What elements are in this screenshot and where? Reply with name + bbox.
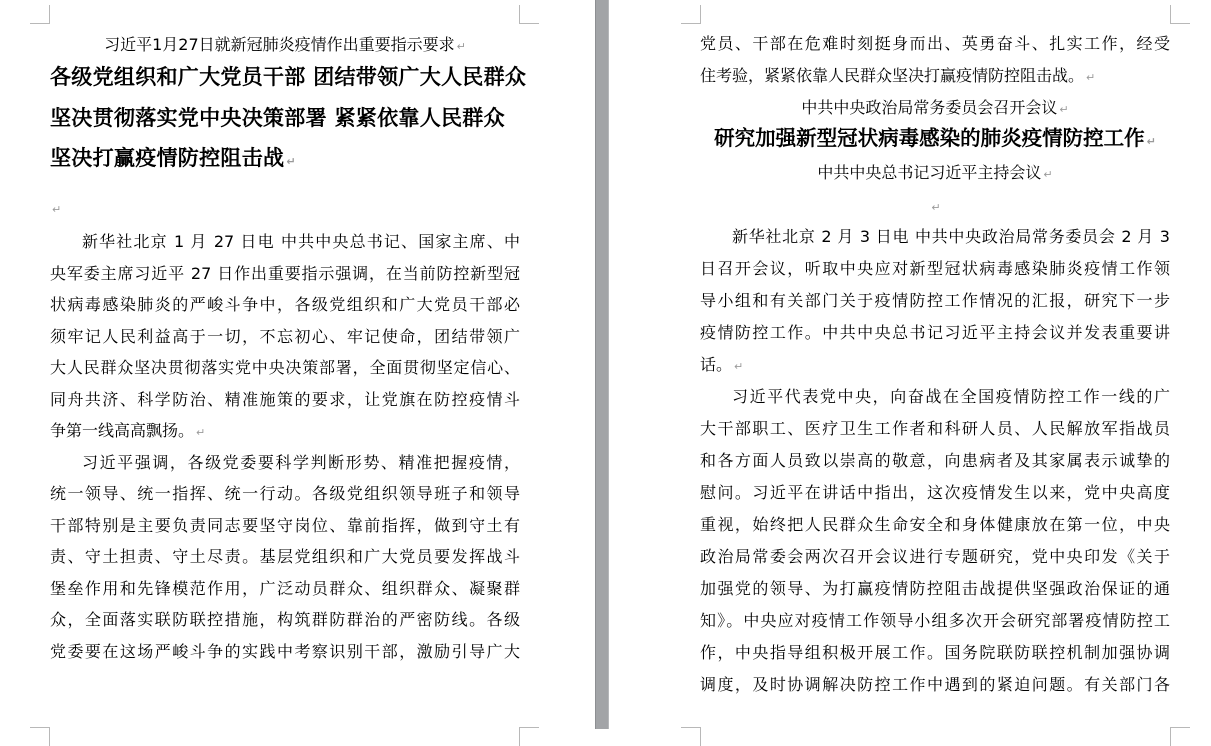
body-paragraph: [50, 447, 520, 668]
crop-mark: [1170, 727, 1190, 746]
paragraph-mark-icon: ↵: [286, 155, 296, 168]
line-text: 央军委主席习近平 27 日作出重要指示强调，在当前防控新型冠: [50, 263, 520, 283]
line-text: 日召开会议，听取中央应对新型冠状病毒感染肺炎疫情工作领: [700, 259, 1170, 278]
crop-mark: [30, 727, 50, 746]
crop-mark: [519, 5, 539, 24]
crop-mark: [30, 5, 50, 24]
line-text: 疫情防控工作。中共中央总书记习近平主持会议并发表重要讲: [700, 323, 1170, 342]
text-line: [50, 447, 520, 479]
crop-mark: [1170, 5, 1190, 24]
line-text: 新华社北京 2 月 3 日电 中共中央政治局常务委员会 2 月 3: [732, 227, 1170, 246]
text-line: [50, 604, 520, 636]
article-subtitle: [50, 31, 520, 59]
body-paragraph: [700, 381, 1170, 701]
meeting-headline: [695, 120, 1175, 156]
text-line: [50, 289, 520, 321]
crop-mark: [681, 727, 701, 746]
text-line: [700, 605, 1170, 637]
line-text: 习近平代表党中央，向奋战在全国疫情防控工作一线的广: [732, 387, 1170, 406]
text-line: [700, 509, 1170, 541]
line-text: 话。: [700, 355, 733, 374]
line-text: 干部特别是主要负责同志要坚守岗位、靠前指挥，做到守土有: [50, 515, 520, 535]
line-text: 党员、干部在危难时刻挺身而出、英勇奋斗、扎实工作，经受: [700, 34, 1170, 53]
text-line: [700, 541, 1170, 573]
line-text: 加强党的领导、为打赢疫情防控阻击战提供坚强政治保证的通: [700, 579, 1170, 598]
document-page-left[interactable]: [0, 0, 595, 729]
paragraph-mark-icon: ↵: [1059, 103, 1069, 116]
host-text: 中共中央总书记习近平主持会议: [817, 163, 1042, 182]
empty-paragraph: [700, 190, 1170, 222]
line-text: 政治局常委会两次召开会议进行专题研究，党中央印发《关于: [700, 547, 1170, 566]
kicker-text: 中共中央政治局常务委员会召开会议: [801, 98, 1058, 117]
text-line: [700, 445, 1170, 477]
empty-paragraph: [50, 198, 520, 217]
paragraph-mark-icon: ↵: [1086, 71, 1096, 84]
headline-line: 各级党组织和广大党员干部 团结带领广大人民群众: [50, 65, 527, 89]
text-line: [700, 573, 1170, 605]
text-line: [50, 573, 520, 605]
line-text: 状病毒感染肺炎的严峻斗争中，各级党组织和广大党员干部必: [50, 295, 520, 314]
crop-mark: [519, 727, 539, 746]
text-line: [700, 221, 1170, 253]
continued-paragraph: [700, 28, 1170, 92]
text-line: [700, 381, 1170, 413]
paragraph-mark-icon: ↵: [931, 201, 941, 214]
line-text: 争第一线高高飘扬。: [50, 421, 195, 440]
paragraph-mark-icon: ↵: [1043, 168, 1053, 181]
text-line: [50, 352, 520, 384]
page-separator: [595, 0, 609, 729]
paragraph-mark-icon: ↵: [196, 426, 206, 439]
paragraph-mark-icon: ↵: [52, 203, 62, 216]
text-line: [50, 384, 520, 416]
line-text: 知》。中央应对疫情工作领导小组多次开会研究部署疫情防控工: [700, 611, 1170, 630]
line-text: 堡垒作用和先锋模范作用，广泛动员群众、组织群众、凝聚群: [50, 578, 520, 598]
headline-line: 坚决贯彻落实党中央决策部署 紧紧依靠人民群众: [50, 105, 505, 130]
text-line: [50, 321, 520, 353]
text-line: [700, 253, 1170, 285]
line-text: 同舟共济、科学防治、精准施策的要求，让党旗在防控疫情斗: [50, 389, 520, 409]
line-text: 重视，始终把人民群众生命安全和身体健康放在第一位，中央: [700, 515, 1170, 534]
line-text: 统一领导、统一指挥、统一行动。各级党组织领导班子和领导: [50, 484, 520, 503]
line-text: 导小组和有关部门关于疫情防控工作情况的汇报，研究下一步: [700, 291, 1170, 310]
text-line: [700, 285, 1170, 317]
line-text: 住考验，紧紧依靠人民群众坚决打赢疫情防控阻击战。: [700, 66, 1085, 85]
text-line: [700, 28, 1170, 60]
line-text: 大干部职工、医疗卫生工作者和科研人员、人民解放军指战员: [700, 419, 1170, 438]
text-line: [700, 637, 1170, 669]
line-text: 作，中央指导组积极开展工作。国务院联防联控机制加强协调: [700, 643, 1170, 662]
line-text: 须牢记人民利益高于一切，不忘初心、牢记使命，团结带领广: [50, 326, 520, 346]
line-text: 责、守土担责、守土尽责。基层党组织和广大党员要发挥战斗: [50, 547, 520, 566]
text-line: [700, 349, 1170, 381]
text-line: [50, 478, 520, 510]
paragraph-mark-icon: ↵: [734, 360, 744, 373]
line-text: 众，全面落实联防联控措施，构筑群防群治的严密防线。各级: [50, 610, 520, 629]
article-headline: [50, 57, 530, 179]
line-text: 党委要在这场严峻斗争的实践中考察识别干部，激励引导广大: [50, 641, 520, 661]
line-text: 慰问。习近平在讲话中指出，这次疫情发生以来，党中央高度: [700, 483, 1170, 502]
text-line: [700, 477, 1170, 509]
text-line: [700, 317, 1170, 349]
paragraph-mark-icon: ↵: [1146, 135, 1156, 148]
line-text: 和各方面人员致以崇高的敬意，向患病者及其家属表示诚挚的: [700, 451, 1170, 470]
line-text: 调度，及时协调解决防控工作中遇到的紧迫问题。有关部门各: [700, 675, 1170, 694]
body-paragraph: [50, 226, 520, 447]
text-line: [50, 258, 520, 290]
text-line: [50, 636, 520, 668]
crop-mark: [681, 5, 701, 24]
text-line: [700, 413, 1170, 445]
body-paragraph: [700, 221, 1170, 381]
text-line: [50, 415, 520, 447]
subtitle-text: 习近平1月27日就新冠肺炎疫情作出重要指示要求: [104, 35, 455, 54]
text-line: [50, 510, 520, 542]
headline-line: 坚决打赢疫情防控阻击战: [50, 146, 285, 170]
host-line: [700, 157, 1170, 189]
paragraph-mark-icon: ↵: [456, 40, 466, 53]
line-text: 习近平强调，各级党委要科学判断形势、精准把握疫情，: [82, 452, 520, 472]
line-text: 大人民群众坚决贯彻落实党中央决策部署，全面贯彻坚定信心、: [50, 358, 520, 377]
line-text: 新华社北京 1 月 27 日电 中共中央总书记、国家主席、中: [82, 232, 520, 251]
document-page-right[interactable]: [609, 0, 1211, 729]
headline-text: 研究加强新型冠状病毒感染的肺炎疫情防控工作: [714, 126, 1145, 150]
text-line: [50, 226, 520, 258]
text-line: [700, 669, 1170, 701]
text-line: [50, 541, 520, 573]
text-line: [700, 60, 1170, 92]
